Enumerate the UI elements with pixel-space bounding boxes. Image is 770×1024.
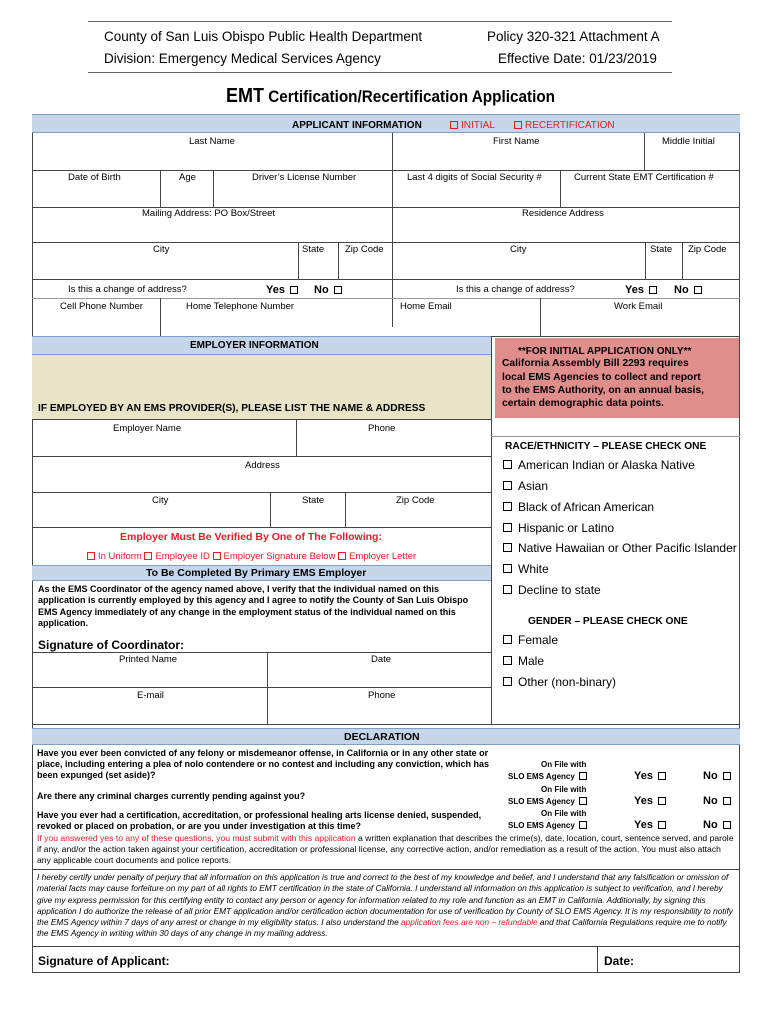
header-top-rule: [88, 21, 672, 22]
age-label: Age: [179, 172, 196, 183]
applicant-signature-label: Signature of Applicant:: [38, 954, 170, 968]
race-option-3[interactable]: Hispanic or Latino: [503, 521, 614, 535]
home-tel-label: Home Telephone Number: [186, 301, 295, 312]
race-option-4[interactable]: Native Hawaiian or Other Pacific Islander: [503, 541, 737, 555]
zip-label: Zip Code: [345, 244, 384, 255]
cert-label: Current State EMT Certification #: [574, 172, 714, 183]
verify-options[interactable]: In Uniform Employee ID Employer Signature Below Employer Letter: [87, 551, 416, 562]
onfile-3a: On File with: [541, 809, 587, 818]
declaration-q2: Are there any criminal charges currently pending against you?: [37, 791, 306, 801]
employer-name-label: Employer Name: [113, 423, 182, 434]
divider: [392, 170, 393, 207]
zip-label-2: Zip Code: [688, 244, 727, 255]
declaration-q1: Have you ever been convicted of any felony or misdemeanor offense, in California or in any other state or place, including entering a plea of nolo contendere or no contest and including any conviction, which has been expunged (set aside)?: [37, 748, 490, 780]
divider: [32, 242, 740, 243]
dl-label: Driver’s License Number: [252, 172, 357, 183]
change-no-2[interactable]: No: [674, 284, 702, 296]
onfile-2a: On File with: [541, 785, 587, 794]
employer-instruction: IF EMPLOYED BY AN EMS PROVIDER(S), PLEASE LIST THE NAME & ADDRESS: [38, 403, 426, 414]
race-option-6[interactable]: Decline to state: [503, 583, 601, 597]
q3-no[interactable]: No: [703, 819, 731, 831]
q1-yes[interactable]: Yes: [634, 770, 666, 782]
race-option-2[interactable]: Black of African American: [503, 500, 654, 514]
coordinator-date-label: Date: [371, 654, 392, 665]
declaration-q3: Have you ever had a certification, accreditation, or professional healing arts license denied, suspended, revoked or placed on probation, or are you under investigation at this time?: [37, 810, 482, 831]
declaration-heading: DECLARATION: [344, 731, 420, 743]
divider: [213, 170, 214, 207]
divider: [160, 298, 161, 336]
middle-initial-label: Middle Initial: [662, 136, 715, 147]
divider: [645, 242, 646, 279]
effective-date: Effective Date: 01/23/2019: [498, 51, 657, 66]
divider: [392, 207, 393, 327]
divider: [345, 492, 346, 527]
employer-phone-label: Phone: [368, 423, 396, 434]
divider: [32, 869, 740, 870]
divider: [491, 436, 740, 437]
residence-label: Residence Address: [522, 208, 604, 219]
onfile-1a: On File with: [541, 760, 587, 769]
change-yes[interactable]: Yes: [266, 284, 298, 296]
dob-label: Date of Birth: [68, 172, 121, 183]
state-label-2: State: [650, 244, 673, 255]
change-yes-2[interactable]: Yes: [625, 284, 657, 296]
initial-only-heading: **FOR INITIAL APPLICATION ONLY**: [518, 346, 692, 357]
coordinator-email-label: E-mail: [137, 690, 164, 701]
onfile-3b[interactable]: SLO EMS Agency: [508, 821, 587, 830]
employer-heading: EMPLOYER INFORMATION: [190, 340, 319, 351]
divider: [491, 336, 492, 724]
state-label: State: [302, 244, 325, 255]
employer-zip-label: Zip Code: [396, 495, 435, 506]
race-heading: RACE/ETHNICITY – PLEASE CHECK ONE: [505, 441, 707, 452]
onfile-2b[interactable]: SLO EMS Agency: [508, 797, 587, 806]
home-email-label: Home Email: [400, 301, 452, 312]
policy-number: Policy 320-321 Attachment A: [487, 29, 660, 44]
printed-name-label: Printed Name: [119, 654, 178, 665]
initial-checkbox[interactable]: INITIAL: [450, 120, 495, 131]
coordinator-signature-label: Signature of Coordinator:: [38, 638, 184, 652]
middle-initial-field[interactable]: [645, 148, 739, 169]
verify-heading: Employer Must Be Verified By One of The Following:: [120, 531, 382, 543]
change-address-q-2: Is this a change of address?: [456, 284, 575, 295]
city-label-2: City: [510, 244, 527, 255]
divider: [32, 456, 491, 457]
ssn-label: Last 4 digits of Social Security #: [407, 172, 542, 183]
divider: [560, 170, 561, 207]
divider: [32, 279, 740, 280]
divider: [32, 207, 740, 208]
divider: [597, 947, 598, 973]
divider: [32, 652, 491, 653]
divider: [32, 724, 740, 725]
divider: [32, 687, 491, 688]
divider: [338, 242, 339, 279]
applicant-signature-field[interactable]: [190, 949, 595, 971]
initial-only-line3: to the EMS Authority, on an annual basis,: [502, 385, 704, 396]
gender-option-2[interactable]: Other (non-binary): [503, 675, 616, 689]
divider: [32, 492, 491, 493]
applicant-date-label: Date:: [604, 954, 635, 968]
first-name-label: First Name: [493, 136, 540, 147]
mailing-label: Mailing Address: PO Box/Street: [142, 208, 276, 219]
first-name-field[interactable]: [393, 148, 643, 169]
certify-text: I hereby certify under penalty of perjury that all information on this application is true and correct to the best of my knowledge and belief, and I understand that any falsification or omission of material facts may cause forfeiture on my part of all rights to EMT certification in the state of California. I understand all information on this application is subject to verification, and I hereby give my express permission for this certifying entity to contact any person or agency for information related to my role and function as an EMT in California. Additionally, by signing this application I do authorize the release of all prior EMT application and/or certification action documentation for use of verification by County of SLO EMS Agency. It is my responsibility to notify the EMS Agency within 7 days of any arrest or change in my eligibility status. I also understand the application fees are non – refundable and that California Regulations require me to notify the EMS Agency in writing within 30 days of any change in my mailing address.: [37, 872, 733, 939]
q3-yes[interactable]: Yes: [634, 819, 666, 831]
header-bottom-rule: [88, 72, 672, 73]
divider: [298, 242, 299, 279]
cell-label: Cell Phone Number: [60, 301, 143, 312]
org-line2: Division: Emergency Medical Services Agency: [104, 51, 381, 66]
race-option-0[interactable]: American Indian or Alaska Native: [503, 458, 695, 472]
divider: [270, 492, 271, 527]
onfile-1b[interactable]: SLO EMS Agency: [508, 772, 587, 781]
employer-state-label: State: [302, 495, 325, 506]
divider: [267, 652, 268, 724]
divider: [160, 170, 161, 207]
applicant-date-field[interactable]: [640, 949, 738, 971]
divider: [296, 419, 297, 456]
initial-only-line2: local EMS Agencies to collect and report: [502, 372, 701, 383]
gender-option-1[interactable]: Male: [503, 654, 544, 668]
employer-city-label: City: [152, 495, 169, 506]
race-option-1[interactable]: Asian: [503, 479, 548, 493]
gender-option-0[interactable]: Female: [503, 633, 558, 647]
q2-yes[interactable]: Yes: [634, 795, 666, 807]
applicant-heading: APPLICANT INFORMATION: [292, 120, 422, 131]
primary-employer-heading: To Be Completed By Primary EMS Employer: [146, 567, 367, 579]
divider: [32, 419, 491, 420]
page-title: EMT Certification/Recertification Application: [226, 85, 556, 107]
divider: [32, 170, 740, 171]
employer-address-label: Address: [245, 460, 280, 471]
q1-no[interactable]: No: [703, 770, 731, 782]
declaration-note: If you answered yes to any of these questions, you must submit with this application a written explanation that describes the crime(s), date, location, court, sentence served, and parole if any, and/or the action taken against your certification, accreditation or professional license, any corrective action, and/or remediation as a result of the action. You must also attach any applicable court documents and police reports.: [37, 833, 734, 866]
divider: [32, 298, 740, 299]
change-address-q: Is this a change of address?: [68, 284, 187, 295]
gender-heading: GENDER – PLEASE CHECK ONE: [528, 616, 688, 627]
coordinator-signature-field[interactable]: [200, 636, 490, 652]
divider: [682, 242, 683, 279]
change-no[interactable]: No: [314, 284, 342, 296]
work-email-label: Work Email: [614, 301, 663, 312]
org-line1: County of San Luis Obispo Public Health Department: [104, 29, 423, 44]
race-option-5[interactable]: White: [503, 562, 549, 576]
coordinator-phone-label: Phone: [368, 690, 396, 701]
city-label: City: [153, 244, 170, 255]
initial-only-line4: certain demographic data points.: [502, 398, 664, 409]
coordinator-text: As the EMS Coordinator of the agency named above, I verify that the individual named on this application is currently employed by this agency and I agree to notify the County of San Luis Obispo EMS Agency immediately of any change in the employment status of the individual named on this application.: [38, 584, 469, 629]
divider: [32, 527, 491, 528]
last-name-label: Last Name: [189, 136, 235, 147]
q2-no[interactable]: No: [703, 795, 731, 807]
initial-only-line1: California Assembly Bill 2293 requires: [502, 358, 689, 369]
divider: [540, 298, 541, 336]
last-name-field[interactable]: [33, 148, 391, 169]
recert-checkbox[interactable]: RECERTIFICATION: [514, 120, 615, 131]
